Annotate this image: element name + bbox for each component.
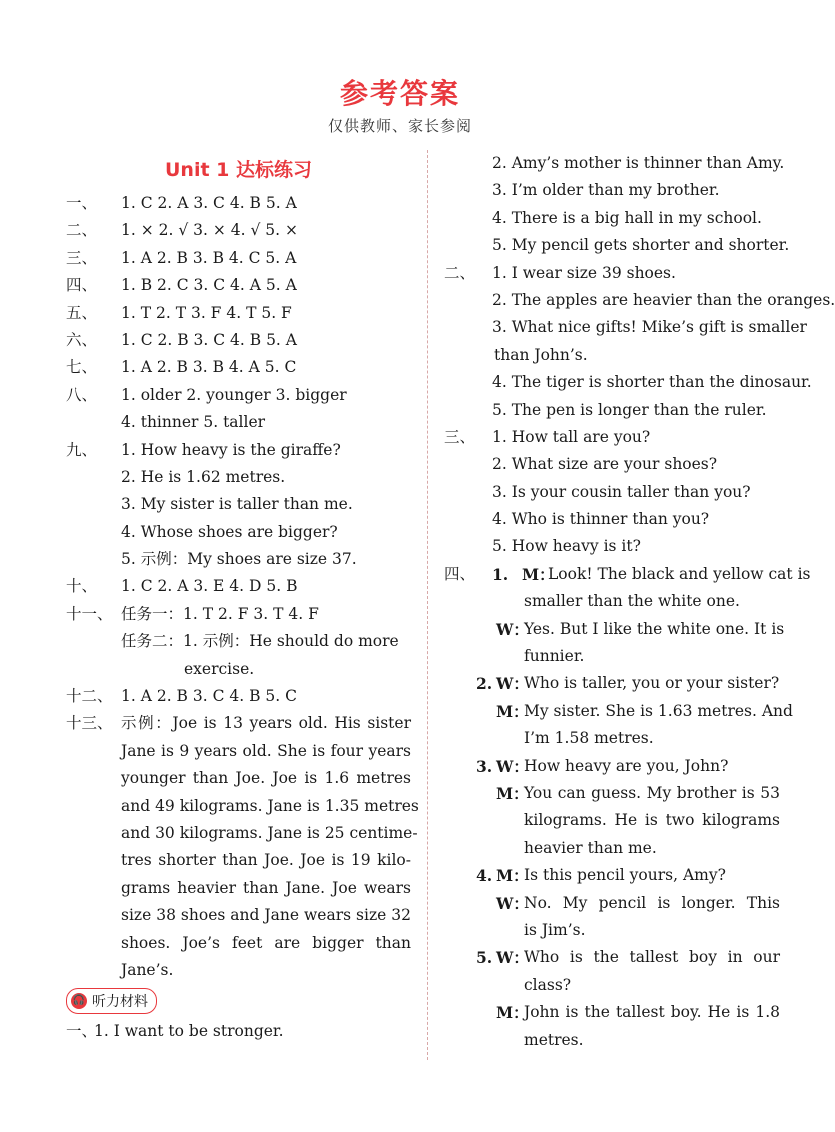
answer-line <box>66 300 411 327</box>
answer-line <box>66 656 411 683</box>
answer-line <box>66 820 418 847</box>
answer-line <box>444 506 780 533</box>
speaker-label: W： <box>496 756 529 776</box>
answer-line <box>66 327 411 354</box>
speaker-label: M： <box>522 564 555 584</box>
speaker-label: W： <box>496 619 529 639</box>
dialogue-line <box>444 670 780 697</box>
answer-text: tres shorter than Joe. Joe is 19 kilo- <box>121 851 411 870</box>
page-title: 参考答案 <box>339 77 460 110</box>
answer-text: 1. × 2. √ 3. × 4. √ 5. × <box>121 221 299 240</box>
listening-tag <box>66 988 157 1014</box>
section-label: 二、 <box>66 221 98 240</box>
dialogue-number: 1. <box>492 564 509 584</box>
answer-line <box>66 957 411 984</box>
answer-line <box>66 683 411 710</box>
answer-line <box>66 409 411 436</box>
dialogue-line <box>444 835 780 862</box>
answer-text: 5. My pencil gets shorter and shorter. <box>492 236 790 255</box>
answer-line <box>66 710 411 737</box>
section-label: 四、 <box>66 276 98 295</box>
answer-text: 4. Who is thinner than you? <box>492 510 710 529</box>
dialogue-text: class? <box>524 975 572 994</box>
answer-text: 5. The pen is longer than the ruler. <box>492 400 767 419</box>
dialogue-number: 5. <box>476 948 493 968</box>
answer-line <box>66 930 411 957</box>
dialogue-text: funnier. <box>524 647 585 666</box>
answer-text: 1. I wear size 39 shoes. <box>492 263 676 282</box>
answer-line <box>66 245 411 272</box>
dialogue-line <box>444 917 780 944</box>
dialogue-text: metres. <box>524 1030 584 1049</box>
section-label: 十三、 <box>66 714 113 733</box>
dialogue-line <box>444 999 780 1026</box>
answer-text: 1. C 2. B 3. C 4. B 5. A <box>121 330 297 349</box>
answer-text: 1. older 2. younger 3. bigger <box>121 385 347 404</box>
answer-text: exercise. <box>184 659 255 678</box>
section-label: 一、 <box>66 194 98 212</box>
answer-line <box>444 177 780 204</box>
section-label: 十一、 <box>66 604 113 623</box>
dialogue-line <box>444 944 780 971</box>
answer-text: 1. A 2. B 3. C 4. B 5. C <box>121 687 297 706</box>
dialogue-text: My sister. She is 1.63 metres. And <box>524 701 793 720</box>
answer-line <box>444 287 835 314</box>
section-label: 八、 <box>66 385 98 404</box>
dialogue-line <box>444 890 780 917</box>
answer-text: 4. There is a big hall in my school. <box>492 208 762 227</box>
answer-text: 4. Whose shoes are bigger? <box>121 522 338 541</box>
answer-line <box>444 397 780 424</box>
answer-line <box>444 451 780 478</box>
unit-heading: Unit 1 达标练习 <box>165 159 312 181</box>
answer-text: younger than Joe. Joe is 1.6 metres <box>121 769 411 788</box>
answer-line <box>66 902 411 929</box>
answer-text: size 38 shoes and Jane wears size 32 <box>121 906 411 925</box>
answer-line <box>66 437 411 464</box>
answer-line <box>444 205 780 232</box>
dialogue-line <box>444 643 780 670</box>
dialogue-text: is Jim’s. <box>524 920 586 939</box>
answer-line <box>444 424 780 451</box>
listening-tag-label: 听力材料 <box>92 994 148 1011</box>
answer-text: 1. A 2. B 3. B 4. C 5. A <box>121 248 297 267</box>
section-label: 六、 <box>66 330 98 349</box>
dialogue-number: 3. <box>476 756 493 776</box>
answer-line <box>444 342 780 369</box>
dialogue-text: No. My pencil is longer. This <box>524 893 780 912</box>
answer-line <box>444 150 785 177</box>
headphones-icon: 🎧 <box>71 993 87 1009</box>
section-label: 五、 <box>66 303 98 322</box>
section-label: 二、 <box>444 263 476 282</box>
section-label: 九、 <box>66 440 98 459</box>
speaker-label: M： <box>496 1003 529 1023</box>
answer-text: 4. The tiger is shorter than the dinosaur. <box>492 373 812 392</box>
answer-text: Jane’s. <box>121 960 174 979</box>
answer-text: 5. 示例：My shoes are size 37. <box>121 550 357 569</box>
left-column <box>66 150 419 1046</box>
answer-line <box>66 354 411 381</box>
answer-text: 5. How heavy is it? <box>492 537 641 556</box>
dialogue-text: smaller than the white one. <box>524 592 740 611</box>
answer-text: and 49 kilograms. Jane is 1.35 metres <box>121 796 419 815</box>
page-subtitle: 仅供教师、家长参阅 <box>327 117 472 135</box>
answer-text: 任务二：1. 示例：He should do more <box>121 632 399 651</box>
dialogue-text: I’m 1.58 metres. <box>524 729 654 748</box>
speaker-label: W： <box>496 893 529 913</box>
answer-line <box>66 464 411 491</box>
answer-text: 任务一：1. T 2. F 3. T 4. F <box>121 604 319 623</box>
answer-text: 1. I want to be stronger. <box>94 1022 284 1041</box>
answer-text: 3. My sister is taller than me. <box>121 495 353 514</box>
listening-tag-row <box>66 984 411 1018</box>
answer-text: 1. B 2. C 3. C 4. A 5. A <box>121 276 297 295</box>
dialogue-line <box>444 780 780 807</box>
answer-text: 3. Is your cousin taller than you? <box>492 482 751 501</box>
section-label: 十二、 <box>66 687 113 706</box>
dialogue-line <box>444 753 780 780</box>
answer-text: 1. C 2. A 3. E 4. D 5. B <box>121 577 298 596</box>
section-label: 七、 <box>66 358 98 377</box>
answer-line <box>66 847 411 874</box>
answer-line <box>66 491 411 518</box>
dialogue-text: Look! The black and yellow cat is <box>548 564 811 583</box>
dialogue-line <box>444 1027 780 1054</box>
dialogue-line <box>444 972 780 999</box>
answer-text: 3. What nice gifts! Mike’s gift is smaller <box>492 318 807 337</box>
answer-line <box>444 260 780 287</box>
section-label: 一、 <box>66 1022 98 1041</box>
answer-text: Jane is 9 years old. She is four years <box>121 741 411 760</box>
answer-line <box>444 369 812 396</box>
answer-line <box>66 875 411 902</box>
answer-line <box>66 793 419 820</box>
dialogue-line <box>444 862 780 889</box>
dialogue-line <box>444 807 780 834</box>
answer-text: 1. A 2. B 3. B 4. A 5. C <box>121 358 297 377</box>
dialogue-text: Who is taller, you or your sister? <box>524 674 780 693</box>
dialogue-number: 4. <box>476 866 493 886</box>
answer-line <box>444 479 780 506</box>
dialogue-text: You can guess. My brother is 53 <box>524 783 780 802</box>
section-label: 四、 <box>444 564 476 583</box>
dialogue-line <box>444 616 785 643</box>
answer-text: 1. How tall are you? <box>492 427 651 446</box>
dialogue-text: heavier than me. <box>524 838 657 857</box>
answer-line <box>444 232 790 259</box>
answer-text: 4. thinner 5. taller <box>121 413 266 432</box>
dialogue-line <box>444 698 793 725</box>
dialogue-text: Yes. But I like the white one. It is <box>524 619 785 638</box>
answer-line <box>66 1018 411 1045</box>
answer-line <box>444 314 807 341</box>
dialogue-text: John is the tallest boy. He is 1.8 <box>524 1003 780 1022</box>
answer-text: 示例：Joe is 13 years old. His sister <box>121 714 411 733</box>
answer-text: 1. C 2. A 3. C 4. B 5. A <box>121 194 297 212</box>
dialogue-line <box>444 561 811 588</box>
answer-text: shoes. Joe’s feet are bigger than <box>121 933 411 952</box>
answer-line <box>66 765 411 792</box>
speaker-label: M： <box>496 783 529 803</box>
answer-line <box>66 546 411 573</box>
answer-line <box>444 533 780 560</box>
answer-text: grams heavier than Jane. Joe wears <box>121 878 411 897</box>
dialogue-line <box>444 588 780 615</box>
answer-line <box>66 190 411 217</box>
speaker-label: M： <box>496 701 529 721</box>
column-divider <box>427 150 428 1060</box>
answer-text: 2. What size are your shoes? <box>492 455 718 474</box>
dialogue-text: kilograms. He is two kilograms <box>524 811 780 830</box>
answer-text: 2. Amy’s mother is thinner than Amy. <box>492 154 785 172</box>
section-label: 三、 <box>444 427 476 446</box>
section-label: 三、 <box>66 248 98 267</box>
dialogue-line <box>444 725 780 752</box>
dialogue-text: Who is the tallest boy in our <box>524 948 780 967</box>
answer-line <box>66 519 411 546</box>
dialogue-number: 2. <box>476 674 493 694</box>
answer-line <box>66 272 411 299</box>
answer-line <box>66 217 411 244</box>
speaker-label: M： <box>496 866 529 886</box>
answer-line <box>66 738 411 765</box>
answer-line <box>66 573 411 600</box>
answer-text: 2. The apples are heavier than the oranges. <box>492 290 835 309</box>
answer-line <box>66 601 411 628</box>
answer-text: 1. T 2. T 3. F 4. T 5. F <box>121 303 292 322</box>
answer-line <box>66 382 411 409</box>
answer-line <box>66 628 411 655</box>
answer-text: than John’s. <box>494 345 588 364</box>
speaker-label: W： <box>496 674 529 694</box>
answer-text: 2. He is 1.62 metres. <box>121 467 286 486</box>
speaker-label: W： <box>496 948 529 968</box>
right-column <box>444 150 835 1054</box>
dialogue-text: Is this pencil yours, Amy? <box>524 866 726 885</box>
answer-text: and 30 kilograms. Jane is 25 centime- <box>121 823 418 842</box>
answer-text: 1. How heavy is the giraffe? <box>121 440 341 459</box>
section-label: 十、 <box>66 577 98 596</box>
dialogue-text: How heavy are you, John? <box>524 756 729 775</box>
answer-text: 3. I’m older than my brother. <box>492 181 720 200</box>
